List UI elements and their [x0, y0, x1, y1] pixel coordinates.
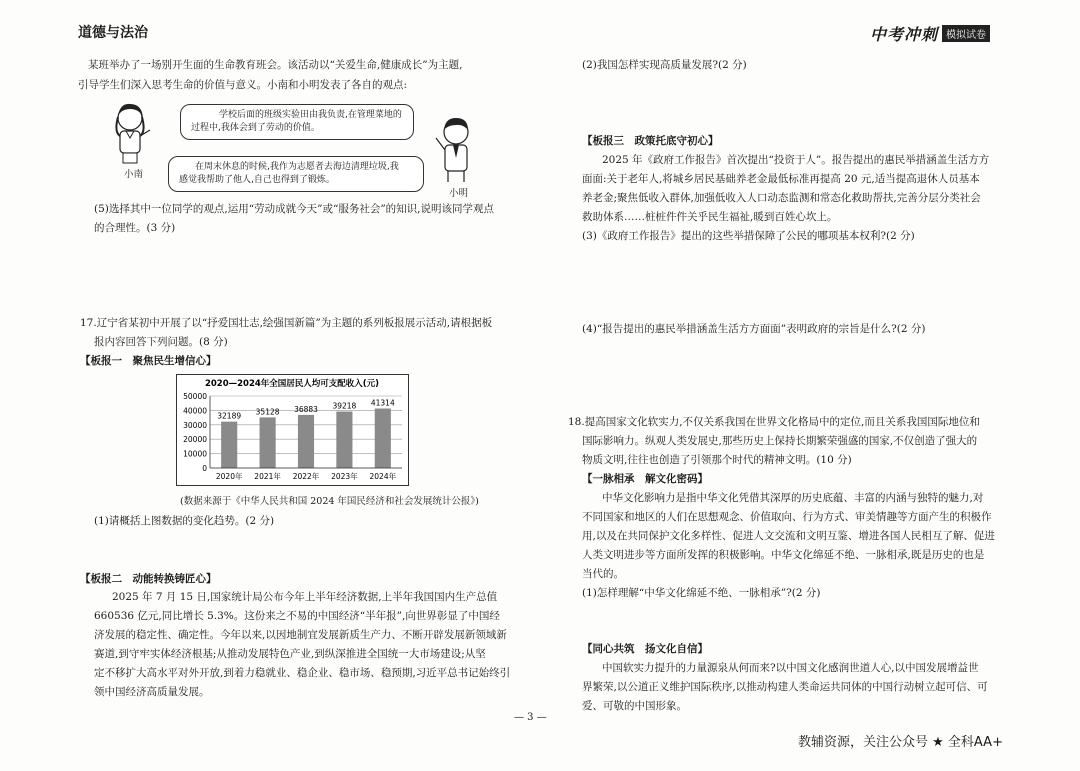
chart-frame: [177, 375, 409, 486]
chart-bar: [298, 415, 314, 468]
chart-bar: [336, 412, 352, 468]
q18-line-2: 国际影响力。纵观人类发展史,那些历史上保持长期繁荣强盛的国家,不仅创造了强大的: [582, 435, 978, 447]
footer-ad-text: 教辅资源，关注公众号 ★ 全科AA+: [798, 735, 1003, 750]
intro-line-2: 引导学生们深入思考生命的价值与意义。小南和小明发表了各自的观点:: [78, 79, 408, 91]
girl-illustration: [106, 100, 156, 166]
q18-line-1: 18.提高国家文化软实力,不仅关系我国在世界文化格局中的定位,而且关系我国国际地位和: [568, 416, 980, 428]
exam-logo: [870, 22, 1004, 44]
page-number: — 3 —: [514, 712, 547, 723]
section-1-line-2: 不同国家和地区的人们在思想观念、价值取向、行为方式、审美情趣等方面产生的积极作: [582, 511, 992, 523]
chart-x-tick-label: 2020年: [215, 472, 243, 481]
board-2-heading: 【板报二 动能转换铸匠心】: [80, 573, 217, 585]
section-1-line-1: 中华文化影响力是指中华文化凭借其深厚的历史底蕴、丰富的内涵与独特的魅力,对: [602, 492, 984, 504]
chart-x-tick-label: 2023年: [331, 472, 358, 481]
chart-x-tick-label: 2021年: [254, 472, 281, 481]
chart-data-label: 39218: [332, 401, 357, 411]
chart-y-tick-label: 30000: [183, 420, 207, 430]
chart-data-label: 41314: [370, 398, 395, 408]
name-xiaonan: 小南: [124, 169, 144, 180]
chart-data-label: 32189: [217, 411, 242, 421]
subject-title: 道德与法治: [78, 25, 148, 41]
bubble2-line-2: 感觉我帮助了他人,自己也得到了锻炼。: [179, 175, 335, 185]
chart-y-tick-label: 0: [202, 464, 207, 473]
logo-tag: 模拟试卷: [942, 25, 990, 42]
board-2-line-4: 赛道,到守牢实体经济根基;从推动发展特色产业,到纵深推进全国统一大市场建设;从坚: [94, 648, 486, 660]
board-2-line-3: 济发展的稳定性、确定性。今年以来,以因地制宜发展新质生产力、不断开辟发展新领域新: [94, 629, 507, 641]
section-2-heading: 【同心共筑 扬文化自信】: [582, 643, 708, 655]
q5-line-2: 的合理性。(3 分): [94, 222, 176, 234]
chart-y-tick-label: 50000: [183, 392, 207, 401]
chart-source: (数据来源于《中华人民共和国 2024 年国民经济和社会发展统计公报》): [180, 496, 479, 507]
boy-illustration: [432, 114, 482, 184]
q2-quality: (2)我国怎样实现高质量发展?(2 分): [582, 59, 747, 71]
chart-y-tick-label: 20000: [183, 435, 207, 445]
board-2-line-5: 定不移扩大高水平对外开放,到着力稳就业、稳企业、稳市场、稳预期,习近平总书记始终引: [94, 667, 511, 679]
bubble1-line-2: 过程中,我体会到了劳动的价值。: [191, 123, 320, 133]
speech-bubble-xiaoming: [168, 156, 424, 192]
q5-line-1: (5)选择其中一位同学的观点,运用“劳动成就今天”或“服务社会”的知识,说明该同学观点: [94, 203, 495, 215]
bubble2-line-1: 在周末休息的时候,我作为志愿者去海边清理垃圾,我: [195, 162, 399, 172]
board-3-line-2: 面面:关于老年人,将城乡居民基础养老金最低标准再提高 20 元,适当提高退休人员基本: [582, 173, 980, 185]
board-2-line-1: 2025 年 7 月 15 日,国家统计局公布今年上半年经济数据,上半年我国国内生产总值: [112, 591, 498, 603]
chart-x-tick-label: 2024年: [369, 472, 397, 481]
q17-line-2: 报内容回答下列问题。(8 分): [94, 336, 228, 348]
q4-purpose: (4)“报告提出的惠民举措涵盖生活方方面面”表明政府的宗旨是什么?(2 分): [582, 323, 926, 335]
chart-bar: [221, 422, 237, 468]
chart-data-label: 36883: [294, 404, 318, 414]
intro-line-1: 某班举办了一场别开生面的生命教育班会。该活动以“关爱生命,健康成长”为主题,: [88, 59, 463, 71]
bubble1-line-1: 学校后面的班级实验田由我负责,在管理菜地的: [219, 110, 402, 120]
chart-x-tick-label: 2022年: [292, 472, 320, 481]
q17-line-1: 17.辽宁省某初中开展了以“抒爱国壮志,绘强国新篇”为主题的系列板报展示活动,请根据板: [80, 317, 493, 329]
q1-culture: (1)怎样理解“中华文化绵延不绝、一脉相承”?(2 分): [582, 587, 821, 599]
chart-title: 2020—2024年全国居民人均可支配收入(元): [204, 379, 380, 389]
section-2-line-3: 爱、可敬的中国形象。: [582, 700, 687, 712]
section-2-line-1: 中国软实力提升的力量源泉从何而来?以中国文化感润世道人心,以中国发展增益世: [602, 662, 979, 674]
logo-main: 中考冲刺: [870, 24, 939, 44]
board-3-line-3: 养老金;聚焦低收入群体,加强低收入人口动态监测和常态化救助帮扶,完善分层分类社会: [582, 192, 981, 204]
chart-bar: [260, 417, 276, 468]
income-bar-chart: [176, 374, 409, 486]
board-3-heading: 【板报三 政策托底守初心】: [582, 135, 719, 147]
board-2-line-6: 领中国经济高质量发展。: [94, 686, 210, 698]
q18-line-3: 物质文明,往往也创造了引领那个时代的精神文明。(10 分): [582, 454, 852, 466]
chart-y-tick-label: 40000: [183, 406, 207, 416]
board-2-line-2: 660536 亿元,同比增长 5.3%。这份来之不易的中国经济“半年报”,向世界彰显了中国经: [94, 610, 500, 622]
chart-y-tick-label: 10000: [183, 449, 207, 459]
name-xiaoming: 小明: [449, 188, 469, 199]
section-1-heading: 【一脉相承 解文化密码】: [582, 473, 708, 485]
q1-trend: (1)请概括上图数据的变化趋势。(2 分): [94, 515, 275, 527]
board-3-line-1: 2025 年《政府工作报告》首次提出“投资于人”。报告提出的惠民举措涵盖生活方方: [602, 154, 990, 166]
section-2-line-2: 界繁荣,以公道正义维护国际秩序,以推动构建人类命运共同体的中国行动树立起可信、可: [582, 681, 988, 693]
speech-bubble-xiaonan: [180, 104, 414, 140]
board-1-heading: 【板报一 聚焦民生增信心】: [80, 355, 217, 367]
chart-data-label: 35128: [255, 407, 280, 417]
section-1-line-4: 人类文明进步等方面所发挥的积极影响。中华文化绵延不绝、一脉相承,既是历史的也是: [582, 549, 985, 561]
chart-bar: [375, 409, 391, 468]
section-1-line-5: 当代的。: [582, 568, 624, 580]
board-3-line-4: 救助体系……桩桩件件关乎民生福祉,暖到百姓心坎上。: [582, 211, 838, 223]
section-1-line-3: 用,以及在共同保护文化多样性、促进人文交流和文明互鉴、增进各国人民相互了解、促进: [582, 530, 995, 542]
q3-rights: (3)《政府工作报告》提出的这些举措保障了公民的哪项基本权利?(2 分): [582, 230, 915, 242]
